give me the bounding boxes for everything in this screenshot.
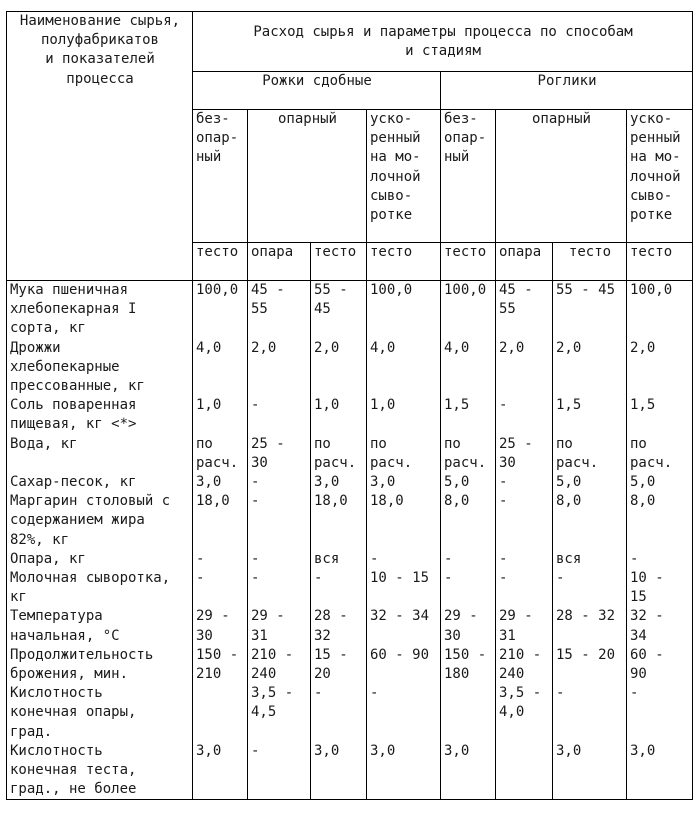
- table-cell: по расч.: [311, 435, 367, 473]
- table-cell: 45 - 55: [248, 281, 311, 339]
- table-cell: по расч.: [193, 435, 248, 473]
- table-row: [7, 339, 693, 397]
- table-cell: 10 - 15: [367, 569, 441, 607]
- table-cell: 4,0: [193, 339, 248, 397]
- table-cell: 150 - 180: [441, 646, 496, 684]
- table-cell: -: [553, 684, 627, 742]
- stage-header: опара: [248, 243, 311, 281]
- table-cell: 100,0: [627, 281, 693, 339]
- table-cell: 3,0: [553, 742, 627, 800]
- table-cell: по расч.: [553, 435, 627, 473]
- table-cell: -: [496, 550, 553, 569]
- table-cell: 10 - 15: [627, 569, 693, 607]
- table-cell: 8,0: [627, 492, 693, 550]
- table-cell: -: [248, 550, 311, 569]
- table-cell: вся: [311, 550, 367, 569]
- stage-header: тесто: [553, 243, 627, 281]
- row-name: Температура начальная, °С: [7, 607, 193, 645]
- stage-header: тесто: [627, 243, 693, 281]
- method-header: опарный: [496, 110, 627, 243]
- table-cell: -: [248, 396, 311, 434]
- table-cell: -: [441, 550, 496, 569]
- row-name: Вода, кг: [7, 435, 193, 473]
- table-cell: 2,0: [553, 339, 627, 397]
- method-header: без- опар- ный: [441, 110, 496, 243]
- table-cell: 32 - 34: [627, 607, 693, 645]
- method-header: уско- ренный на мо- лочной сыво- ротке: [367, 110, 441, 243]
- table-row: [7, 569, 693, 607]
- table-cell: 1,5: [553, 396, 627, 434]
- table-cell: 1,0: [367, 396, 441, 434]
- table-cell: [496, 742, 553, 800]
- table-cell: 2,0: [496, 339, 553, 397]
- table-cell: 4,0: [441, 339, 496, 397]
- table-cell: 60 - 90: [627, 646, 693, 684]
- table-cell: -: [496, 492, 553, 550]
- table-cell: 60 - 90: [367, 646, 441, 684]
- table-cell: -: [248, 569, 311, 607]
- table-cell: [193, 684, 248, 742]
- table-row: [7, 492, 693, 550]
- table-cell: -: [248, 492, 311, 550]
- table-cell: 25 - 30: [496, 435, 553, 473]
- row-name: Кислотность конечная опары, град.: [7, 684, 193, 742]
- table-cell: 29 - 31: [248, 607, 311, 645]
- table-cell: -: [496, 473, 553, 492]
- table-cell: 18,0: [311, 492, 367, 550]
- table-cell: 3,0: [311, 473, 367, 492]
- table-cell: 2,0: [248, 339, 311, 397]
- method-header: уско- ренный на мо- лочной сыво- ротке: [627, 110, 693, 243]
- table-cell: -: [193, 550, 248, 569]
- table-cell: 100,0: [441, 281, 496, 339]
- table-cell: -: [627, 550, 693, 569]
- table-row: [7, 684, 693, 742]
- table-cell: 4,0: [367, 339, 441, 397]
- table-cell: -: [193, 569, 248, 607]
- product-header-rozhki: Рожки сдобные: [193, 72, 441, 110]
- table-title: Расход сырья и параметры процесса по способам и стадиям: [193, 12, 693, 72]
- table-cell: -: [367, 684, 441, 742]
- table-cell: 3,0: [367, 742, 441, 800]
- table-header: [7, 12, 693, 281]
- table-cell: 1,5: [627, 396, 693, 434]
- table-cell: 28 - 32: [311, 607, 367, 645]
- stage-header: тесто: [193, 243, 248, 281]
- table-cell: 1,0: [311, 396, 367, 434]
- table-row: [7, 646, 693, 684]
- table-cell: 3,0: [367, 473, 441, 492]
- stage-header: тесто: [311, 243, 367, 281]
- row-name: Дрожжи хлебопекарные прессованные, кг: [7, 339, 193, 397]
- row-name: Кислотность конечная теста, град., не более: [7, 742, 193, 800]
- table-cell: 3,0: [627, 742, 693, 800]
- table-row: [7, 281, 693, 339]
- table-cell: -: [553, 569, 627, 607]
- table-cell: [441, 684, 496, 742]
- table-cell: 25 - 30: [248, 435, 311, 473]
- table-row: [7, 607, 693, 645]
- table-cell: 18,0: [367, 492, 441, 550]
- table-cell: 3,0: [441, 742, 496, 800]
- table-cell: -: [627, 684, 693, 742]
- table-cell: 5,0: [441, 473, 496, 492]
- table-cell: 210 - 240: [248, 646, 311, 684]
- table-cell: по расч.: [367, 435, 441, 473]
- table-cell: 1,0: [193, 396, 248, 434]
- row-name: Соль поваренная пищевая, кг <*>: [7, 396, 193, 434]
- table-cell: 8,0: [553, 492, 627, 550]
- row-name: Опара, кг: [7, 550, 193, 569]
- table-cell: -: [248, 473, 311, 492]
- stage-header: тесто: [367, 243, 441, 281]
- table-cell: 2,0: [627, 339, 693, 397]
- table-cell: 3,5 - 4,5: [248, 684, 311, 742]
- table-row: [7, 550, 693, 569]
- table-cell: 3,0: [193, 473, 248, 492]
- table-cell: 150 - 210: [193, 646, 248, 684]
- stage-header: тесто: [441, 243, 496, 281]
- table-cell: 3,0: [193, 742, 248, 800]
- table-cell: -: [367, 550, 441, 569]
- table-cell: 2,0: [311, 339, 367, 397]
- row-label-header: Наименование сырья, полуфабрикатов и показателей процесса: [7, 12, 193, 281]
- row-name: Мука пшеничная хлебопекарная I сорта, кг: [7, 281, 193, 339]
- table-cell: по расч.: [441, 435, 496, 473]
- table-cell: 55 - 45: [311, 281, 367, 339]
- table-cell: 29 - 31: [496, 607, 553, 645]
- table-cell: 15 - 20: [553, 646, 627, 684]
- table-cell: -: [248, 742, 311, 800]
- table-cell: 18,0: [193, 492, 248, 550]
- table-cell: 45 - 55: [496, 281, 553, 339]
- table-cell: 28 - 32: [553, 607, 627, 645]
- table-cell: 3,5 - 4,0: [496, 684, 553, 742]
- row-name: Сахар-песок, кг: [7, 473, 193, 492]
- row-name: Молочная сыворотка, кг: [7, 569, 193, 607]
- table-cell: 1,5: [441, 396, 496, 434]
- row-name: Маргарин столовый с содержанием жира 82%, кг: [7, 492, 193, 550]
- method-header: без- опар- ный: [193, 110, 248, 243]
- table-cell: -: [441, 569, 496, 607]
- table-row: [7, 742, 693, 800]
- recipe-table: [6, 11, 693, 800]
- table-cell: -: [496, 569, 553, 607]
- table-cell: 5,0: [553, 473, 627, 492]
- product-header-rogliki: Роглики: [441, 72, 693, 110]
- table-cell: 100,0: [193, 281, 248, 339]
- table-cell: 8,0: [441, 492, 496, 550]
- stage-header: опара: [496, 243, 553, 281]
- row-name: Продолжительность брожения, мин.: [7, 646, 193, 684]
- table-cell: -: [311, 569, 367, 607]
- table-row: [7, 396, 693, 434]
- table-cell: 29 - 30: [193, 607, 248, 645]
- table-cell: -: [311, 684, 367, 742]
- table-row: [7, 435, 693, 473]
- table-cell: 100,0: [367, 281, 441, 339]
- table-row: [7, 473, 693, 492]
- table-cell: 32 - 34: [367, 607, 441, 645]
- method-header: опарный: [248, 110, 367, 243]
- table-cell: 210 - 240: [496, 646, 553, 684]
- table-cell: 3,0: [311, 742, 367, 800]
- table-cell: -: [496, 396, 553, 434]
- table-cell: 29 - 30: [441, 607, 496, 645]
- table-body: [7, 281, 693, 800]
- table-cell: 15 - 20: [311, 646, 367, 684]
- table-cell: 5,0: [627, 473, 693, 492]
- table-cell: вся: [553, 550, 627, 569]
- table-cell: 55 - 45: [553, 281, 627, 339]
- table-cell: по расч.: [627, 435, 693, 473]
